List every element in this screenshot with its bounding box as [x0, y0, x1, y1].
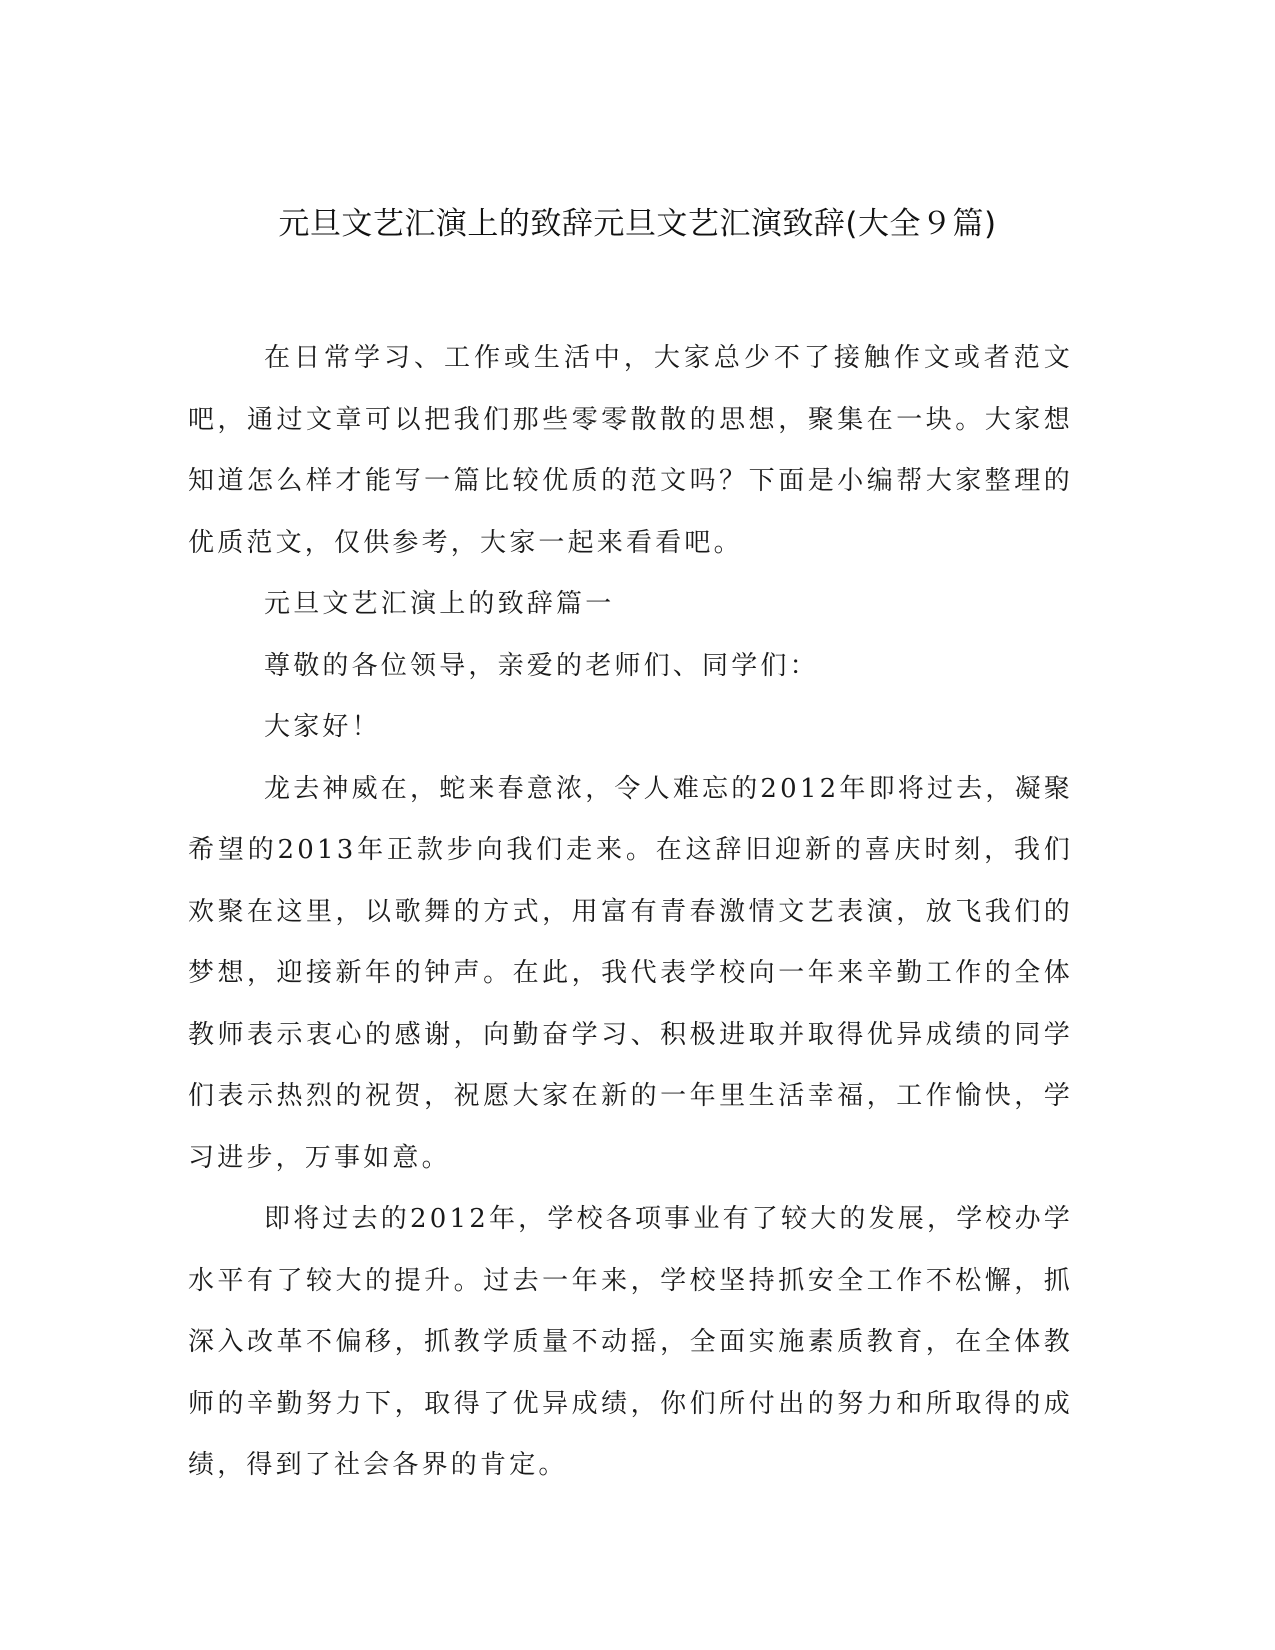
salutation: 尊敬的各位领导，亲爱的老师们、同学们： — [264, 650, 819, 681]
body-paragraph: 龙去神威在，蛇来春意浓，令人难忘的2012年即将过去，凝聚希望的2013年正款步向我们走来。在这辞旧迎新的喜庆时刻，我们欢聚在这里，以歌舞的方式，用富有青春激情文艺表演，放飞我们的梦想，迎接新年的钟声。在此，我代表学校向一年来辛勤工作的全体教师表示衷心的感谢，向勤奋学习、积极进取并取得优异成绩的同学们表示热烈的祝贺，祝愿大家在新的一年里生活幸福，工作愉快，学习进步，万事如意。 — [188, 773, 1073, 1173]
intro-paragraph: 在日常学习、工作或生活中，大家总少不了接触作文或者范文吧，通过文章可以把我们那些零零散散的思想，聚集在一块。大家想知道怎么样才能写一篇比较优质的范文吗？下面是小编帮大家整理的优质范文，仅供参考，大家一起来看看吧。 — [188, 343, 1073, 558]
section-heading: 元旦文艺汇演上的致辞篇一 — [264, 589, 615, 619]
document-title: 元旦文艺汇演上的致辞元旦文艺汇演致辞(大全９篇) — [278, 206, 997, 242]
body-paragraph: 即将过去的2012年，学校各项事业有了较大的发展，学校办学水平有了较大的提升。过去一年来，学校坚持抓安全工作不松懈，抓深入改革不偏移，抓教学质量不动摇，全面实施素质教育，在全体教师的辛勤努力下，取得了优异成绩，你们所付出的努力和所取得的成绩，得到了社会各界的肯定。 — [188, 1204, 1073, 1480]
document-body — [188, 328, 1073, 1497]
greeting: 大家好！ — [264, 712, 381, 742]
